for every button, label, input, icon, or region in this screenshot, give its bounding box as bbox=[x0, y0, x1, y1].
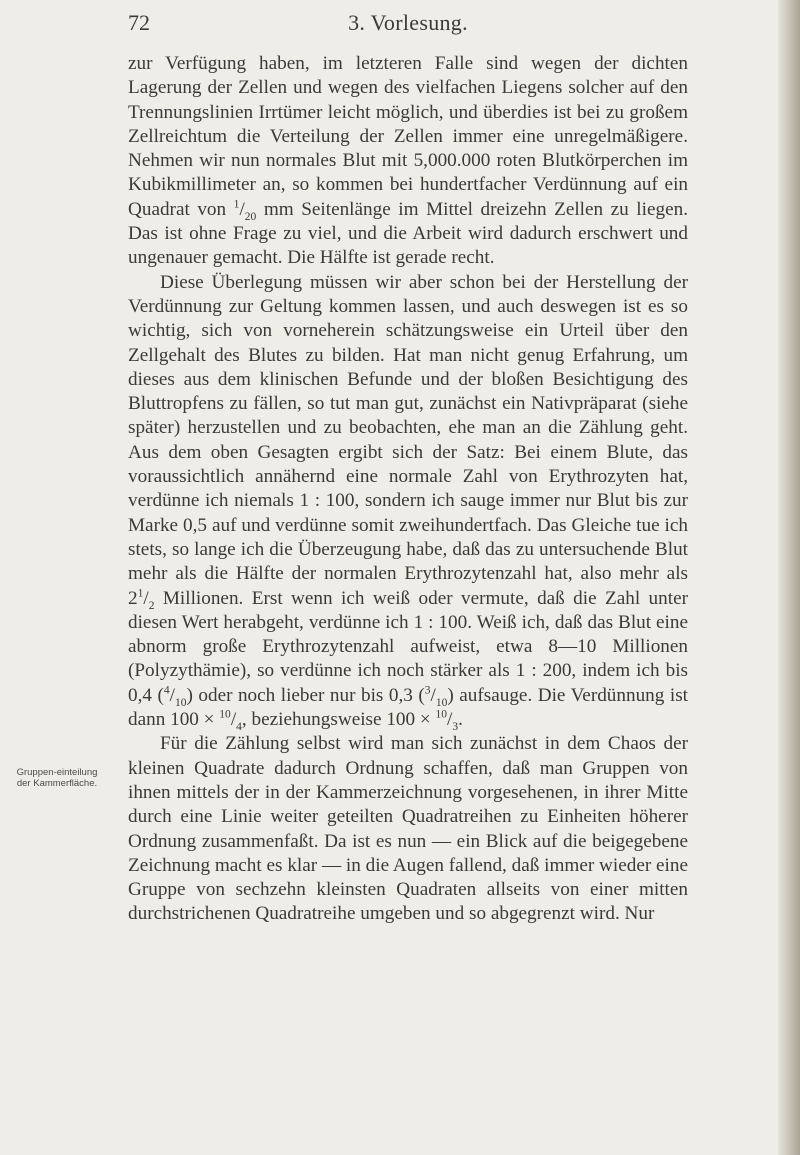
text-run: / bbox=[239, 198, 245, 220]
fraction-numerator: 10 bbox=[219, 708, 231, 721]
body-text bbox=[128, 52, 688, 927]
fraction-numerator: 1 bbox=[233, 198, 240, 211]
chapter-title: 3. Vorlesung. bbox=[348, 10, 468, 35]
fraction-denominator: 2 bbox=[148, 599, 155, 612]
text-run: / bbox=[169, 684, 175, 706]
marginal-note: Gruppen-einteilung der Kammerfläche. bbox=[16, 767, 98, 789]
paragraph bbox=[128, 271, 688, 733]
text-run: / bbox=[430, 684, 436, 706]
text-run: ) aufsauge. Die Verdünnung ist dann 100 × bbox=[128, 684, 688, 731]
paragraph bbox=[128, 732, 688, 926]
text-run: , beziehungsweise 100 × bbox=[241, 709, 436, 731]
text-run: zur Verfügung haben, im letzteren Falle sind wegen der dichten Lagerung der Zellen und wegen des vielfachen Liegens solcher auf den Trennungslinien Irrtümer leicht möglich, und überdies ist bei zu großem Zellreichtum die Verteilung der Zellen immer eine unregelmäßigere. Nehmen wir nun normales Blut mit 5,000.000 roten Blutkörperchen im Kubikmillimeter an, so kommen bei hundertfacher Verdünnung auf ein Quadrat von bbox=[128, 53, 688, 220]
page-edge-shadow bbox=[778, 0, 800, 1155]
paragraph bbox=[128, 52, 688, 271]
text-run: Millionen. Erst wenn ich weiß oder vermute, daß die Zahl unter diesen Wert herabgeht, verdünne ich 1 : 100. Weiß ich, daß das Blut eine abnorm große Erythrozytenzahl aufweist, etwa 8—10 Millionen (Polyzythämie), so verdünne ich noch stärker als 1 : 200, indem ich bis 0,4 ( bbox=[128, 587, 688, 706]
fraction-denominator: 10 bbox=[174, 696, 187, 709]
fraction-numerator: 4 bbox=[163, 684, 170, 697]
text-run: Diese Überlegung müssen wir aber schon bei der Herstellung der Verdünnung zur Geltung kommen lassen, und auch deswegen ist es so wichtig, sich von vorneherein schätzungsweise ein Urteil über den Zellgehalt des Blutes zu bilden. Hat man nicht genug Erfahrung, um dieses aus dem klinischen Befunde und der bloßen Besichtigung des Bluttropfens zu fällen, so tut man gut, zunächst ein Nativpräparat (siehe später) herzustellen und zu beobachten, ehe man an die Zählung geht. Aus dem oben Gesagten ergibt sich der Satz: Bei einem Blute, das voraussichtlich annähernd eine normale Zahl von Erythrozyten hat, verdünne ich niemals 1 : 100, sondern ich sauge immer nur Blut bis zur Marke 0,5 auf und verdünne somit zweihundertfach. Das Gleiche tue ich stets, so lange ich die Überzeugung habe, daß das zu untersuchende Blut mehr als die Hälfte der normalen Erythrozytenzahl hat, also mehr als 2 bbox=[128, 271, 688, 609]
fraction-denominator: 10 bbox=[435, 696, 448, 709]
fraction-denominator: 4 bbox=[236, 720, 242, 733]
fraction-denominator: 20 bbox=[244, 210, 257, 223]
fraction-numerator: 10 bbox=[435, 708, 448, 721]
fraction-denominator: 3 bbox=[452, 720, 459, 733]
text-run: mm Seitenlänge im Mittel dreizehn Zellen zu liegen. Das ist ohne Frage zu viel, und die Arbeit wird dadurch erschwert und ungenauer gemacht. Die Hälfte ist gerade recht. bbox=[128, 198, 688, 269]
text-run: ) oder noch lieber nur bis 0,3 ( bbox=[186, 684, 425, 706]
text-run: / bbox=[230, 709, 237, 731]
text-run: / bbox=[447, 709, 453, 731]
text-run: . bbox=[458, 709, 463, 731]
running-header bbox=[128, 10, 688, 34]
fraction-numerator: 3 bbox=[424, 684, 431, 697]
text-run: / bbox=[143, 587, 149, 609]
fraction-numerator: 1 bbox=[137, 587, 144, 600]
text-run: Für die Zählung selbst wird man sich zunächst in dem Chaos der kleinen Quadrate dadurch Ordnung schaffen, daß man Gruppen von ihnen mittels der in der Kammerzeichnung vorgesehenen, in ihrer Mitte durch eine Linie weiter geteilten Quadratreihen zu Einheiten höherer Ordnung zusammenfaßt. Da ist es nun — ein Blick auf die beigegebene Zeichnung macht es klar — in die Augen fallend, daß immer wieder eine Gruppe von sechzehn kleinsten Quadraten allseits von einer mitten durchstrichenen Quadratreihe umgeben und so abgegrenzt wird. Nur bbox=[128, 733, 688, 925]
page-number: 72 bbox=[128, 10, 150, 35]
